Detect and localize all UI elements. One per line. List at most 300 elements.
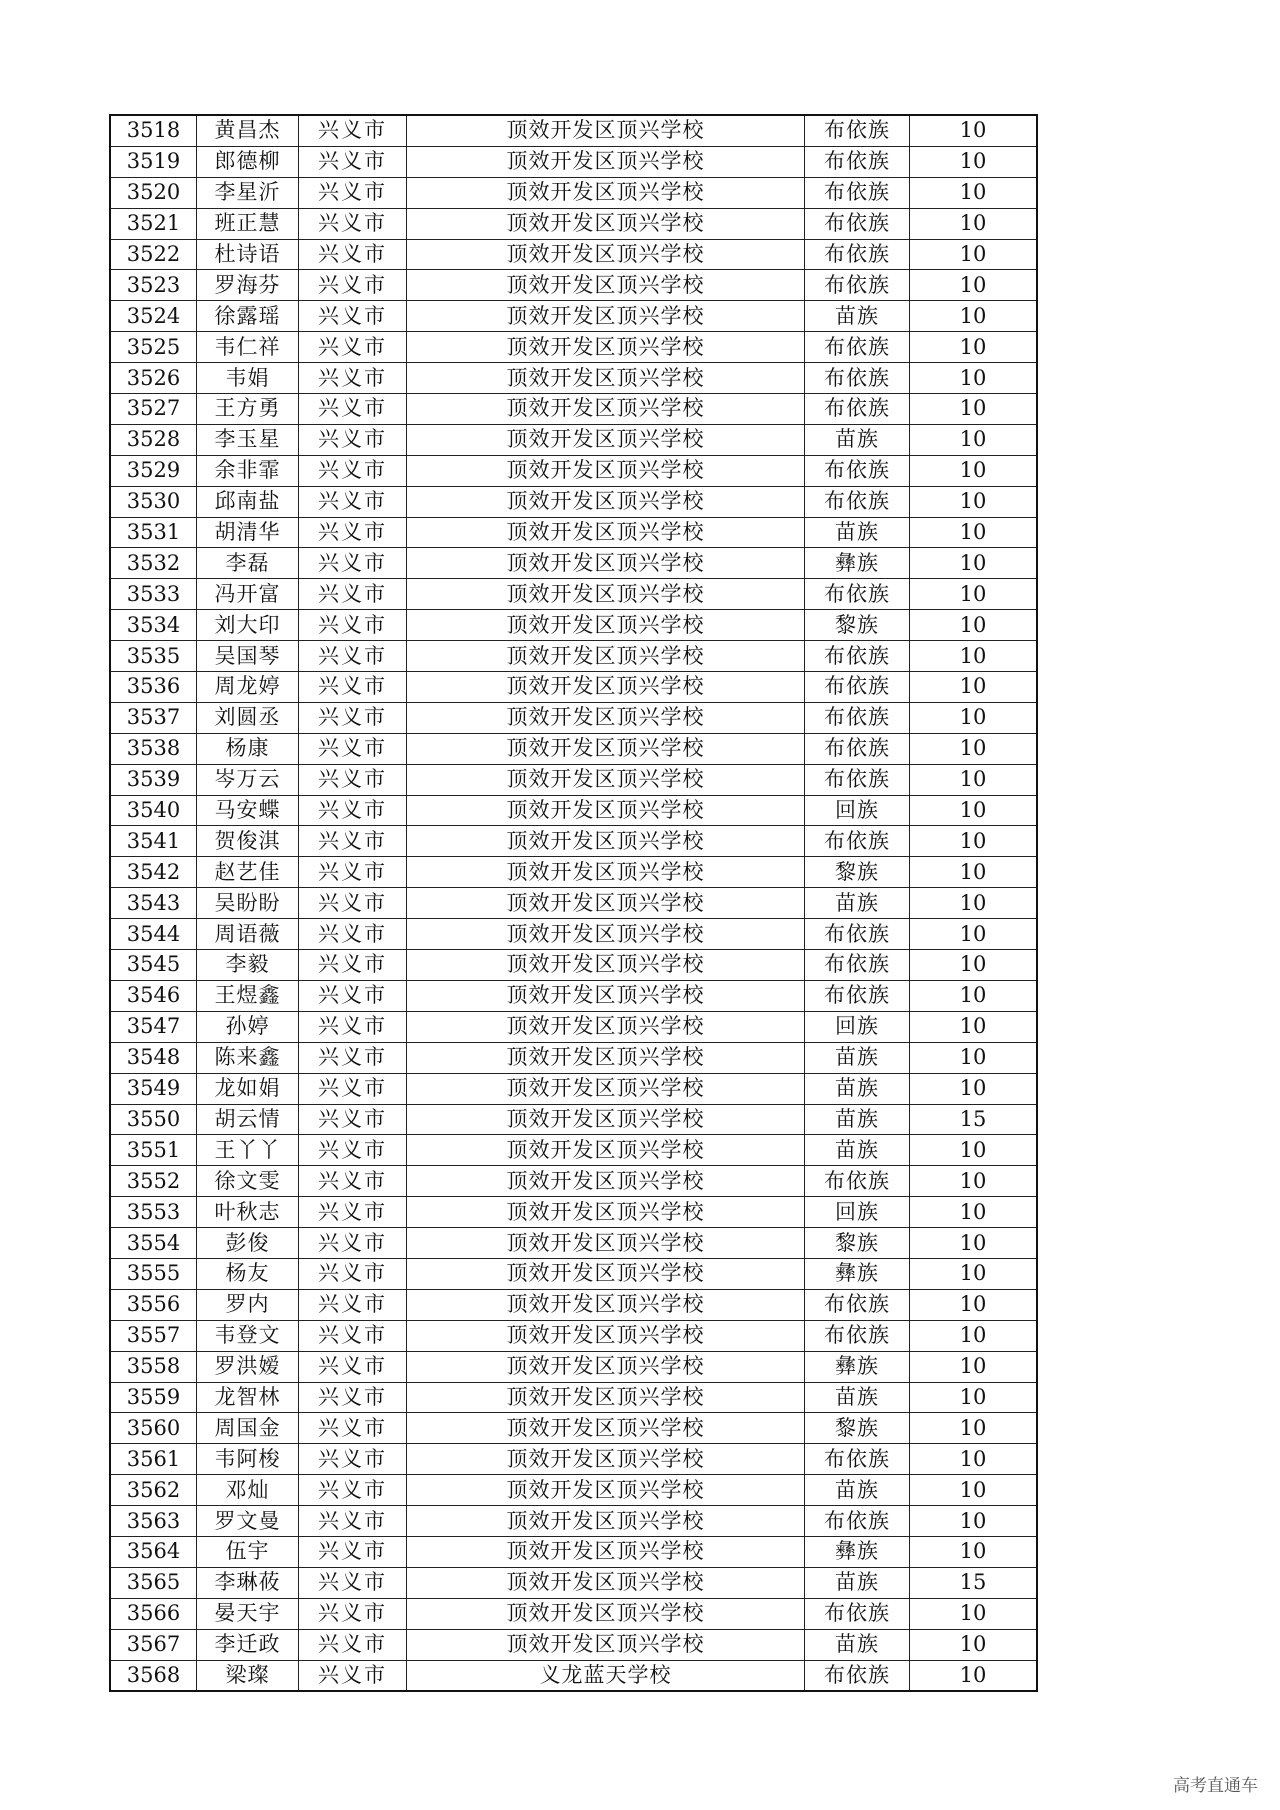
- cell-score: 10: [910, 1598, 1038, 1629]
- cell-score: 10: [910, 1073, 1038, 1104]
- table-row: [110, 301, 1037, 332]
- cell-score: 10: [910, 270, 1038, 301]
- table-row: [110, 826, 1037, 857]
- cell-number: 3549: [110, 1073, 197, 1104]
- cell-ethnicity: 苗族: [805, 1073, 910, 1104]
- cell-school: 顶效开发区顶兴学校: [407, 1042, 805, 1073]
- cell-ethnicity: 彝族: [805, 548, 910, 579]
- cell-name: 罗洪嫒: [197, 1351, 299, 1382]
- cell-number: 3536: [110, 672, 197, 703]
- cell-number: 3562: [110, 1475, 197, 1506]
- cell-school: 顶效开发区顶兴学校: [407, 486, 805, 517]
- cell-city: 兴义市: [299, 270, 407, 301]
- cell-school: 顶效开发区顶兴学校: [407, 1598, 805, 1629]
- cell-school: 顶效开发区顶兴学校: [407, 363, 805, 394]
- cell-score: 10: [910, 517, 1038, 548]
- cell-score: 10: [910, 301, 1038, 332]
- cell-ethnicity: 苗族: [805, 1629, 910, 1660]
- cell-ethnicity: 布依族: [805, 826, 910, 857]
- cell-school: 顶效开发区顶兴学校: [407, 1506, 805, 1537]
- cell-school: 顶效开发区顶兴学校: [407, 1629, 805, 1660]
- cell-city: 兴义市: [299, 146, 407, 177]
- cell-name: 邓灿: [197, 1475, 299, 1506]
- cell-city: 兴义市: [299, 239, 407, 270]
- cell-name: 徐露瑶: [197, 301, 299, 332]
- cell-school: 顶效开发区顶兴学校: [407, 177, 805, 208]
- cell-name: 周语薇: [197, 919, 299, 950]
- cell-name: 李毅: [197, 950, 299, 981]
- cell-score: 10: [910, 1258, 1038, 1289]
- cell-score: 10: [910, 1351, 1038, 1382]
- table-row: [110, 610, 1037, 641]
- cell-name: 徐文雯: [197, 1166, 299, 1197]
- table-row: [110, 1042, 1037, 1073]
- cell-number: 3561: [110, 1444, 197, 1475]
- cell-school: 顶效开发区顶兴学校: [407, 1413, 805, 1444]
- cell-ethnicity: 彝族: [805, 1351, 910, 1382]
- cell-city: 兴义市: [299, 1289, 407, 1320]
- cell-school: 顶效开发区顶兴学校: [407, 394, 805, 425]
- cell-city: 兴义市: [299, 733, 407, 764]
- cell-ethnicity: 布依族: [805, 115, 910, 146]
- cell-name: 冯开富: [197, 579, 299, 610]
- cell-city: 兴义市: [299, 1228, 407, 1259]
- table-row: [110, 1382, 1037, 1413]
- table-row: [110, 270, 1037, 301]
- cell-score: 10: [910, 702, 1038, 733]
- cell-score: 15: [910, 1567, 1038, 1598]
- cell-score: 10: [910, 1197, 1038, 1228]
- cell-school: 顶效开发区顶兴学校: [407, 146, 805, 177]
- cell-ethnicity: 布依族: [805, 1598, 910, 1629]
- cell-number: 3530: [110, 486, 197, 517]
- cell-score: 10: [910, 1536, 1038, 1567]
- cell-name: 王煜鑫: [197, 980, 299, 1011]
- cell-school: 顶效开发区顶兴学校: [407, 332, 805, 363]
- cell-school: 顶效开发区顶兴学校: [407, 888, 805, 919]
- cell-city: 兴义市: [299, 363, 407, 394]
- cell-number: 3552: [110, 1166, 197, 1197]
- cell-city: 兴义市: [299, 1567, 407, 1598]
- cell-city: 兴义市: [299, 301, 407, 332]
- cell-number: 3557: [110, 1320, 197, 1351]
- cell-ethnicity: 布依族: [805, 641, 910, 672]
- cell-number: 3520: [110, 177, 197, 208]
- cell-name: 胡清华: [197, 517, 299, 548]
- cell-score: 10: [910, 919, 1038, 950]
- cell-school: 顶效开发区顶兴学校: [407, 1166, 805, 1197]
- cell-school: 顶效开发区顶兴学校: [407, 548, 805, 579]
- cell-number: 3518: [110, 115, 197, 146]
- cell-score: 10: [910, 486, 1038, 517]
- cell-school: 顶效开发区顶兴学校: [407, 270, 805, 301]
- cell-city: 兴义市: [299, 1042, 407, 1073]
- table-row: [110, 363, 1037, 394]
- cell-ethnicity: 布依族: [805, 733, 910, 764]
- cell-score: 10: [910, 857, 1038, 888]
- cell-number: 3567: [110, 1629, 197, 1660]
- cell-school: 顶效开发区顶兴学校: [407, 208, 805, 239]
- cell-school: 顶效开发区顶兴学校: [407, 702, 805, 733]
- cell-school: 顶效开发区顶兴学校: [407, 857, 805, 888]
- cell-number: 3544: [110, 919, 197, 950]
- cell-city: 兴义市: [299, 857, 407, 888]
- table-row: [110, 146, 1037, 177]
- cell-name: 韦登文: [197, 1320, 299, 1351]
- cell-number: 3542: [110, 857, 197, 888]
- table-row: [110, 115, 1037, 146]
- table-row: [110, 919, 1037, 950]
- cell-name: 李玉星: [197, 424, 299, 455]
- cell-school: 顶效开发区顶兴学校: [407, 1073, 805, 1104]
- cell-number: 3566: [110, 1598, 197, 1629]
- cell-name: 孙婷: [197, 1011, 299, 1042]
- table-row: [110, 1413, 1037, 1444]
- cell-ethnicity: 布依族: [805, 394, 910, 425]
- cell-score: 10: [910, 1629, 1038, 1660]
- cell-ethnicity: 布依族: [805, 332, 910, 363]
- cell-city: 兴义市: [299, 1197, 407, 1228]
- cell-city: 兴义市: [299, 950, 407, 981]
- cell-school: 顶效开发区顶兴学校: [407, 455, 805, 486]
- cell-number: 3541: [110, 826, 197, 857]
- cell-school: 顶效开发区顶兴学校: [407, 1258, 805, 1289]
- cell-name: 龙如娟: [197, 1073, 299, 1104]
- cell-ethnicity: 布依族: [805, 486, 910, 517]
- cell-city: 兴义市: [299, 795, 407, 826]
- cell-school: 顶效开发区顶兴学校: [407, 1320, 805, 1351]
- table-row: [110, 1011, 1037, 1042]
- cell-school: 顶效开发区顶兴学校: [407, 115, 805, 146]
- cell-number: 3529: [110, 455, 197, 486]
- cell-ethnicity: 布依族: [805, 363, 910, 394]
- cell-number: 3538: [110, 733, 197, 764]
- cell-score: 10: [910, 1413, 1038, 1444]
- table-row: [110, 1351, 1037, 1382]
- cell-city: 兴义市: [299, 672, 407, 703]
- cell-school: 顶效开发区顶兴学校: [407, 610, 805, 641]
- cell-city: 兴义市: [299, 1351, 407, 1382]
- cell-ethnicity: 布依族: [805, 702, 910, 733]
- cell-name: 贺俊淇: [197, 826, 299, 857]
- cell-number: 3528: [110, 424, 197, 455]
- cell-city: 兴义市: [299, 980, 407, 1011]
- table-row: [110, 1660, 1037, 1691]
- cell-number: 3540: [110, 795, 197, 826]
- table-row: [110, 980, 1037, 1011]
- cell-school: 顶效开发区顶兴学校: [407, 826, 805, 857]
- table-row: [110, 1258, 1037, 1289]
- cell-city: 兴义市: [299, 1011, 407, 1042]
- cell-school: 顶效开发区顶兴学校: [407, 1444, 805, 1475]
- cell-name: 吴盼盼: [197, 888, 299, 919]
- cell-ethnicity: 苗族: [805, 1135, 910, 1166]
- cell-name: 周龙婷: [197, 672, 299, 703]
- cell-ethnicity: 布依族: [805, 579, 910, 610]
- cell-name: 杨康: [197, 733, 299, 764]
- table-row: [110, 950, 1037, 981]
- cell-score: 10: [910, 363, 1038, 394]
- cell-number: 3539: [110, 764, 197, 795]
- cell-number: 3554: [110, 1228, 197, 1259]
- cell-school: 顶效开发区顶兴学校: [407, 733, 805, 764]
- cell-ethnicity: 回族: [805, 795, 910, 826]
- cell-number: 3527: [110, 394, 197, 425]
- cell-score: 10: [910, 764, 1038, 795]
- table-row: [110, 888, 1037, 919]
- cell-school: 顶效开发区顶兴学校: [407, 424, 805, 455]
- cell-number: 3556: [110, 1289, 197, 1320]
- cell-ethnicity: 苗族: [805, 888, 910, 919]
- cell-number: 3524: [110, 301, 197, 332]
- cell-school: 顶效开发区顶兴学校: [407, 641, 805, 672]
- cell-school: 顶效开发区顶兴学校: [407, 579, 805, 610]
- cell-number: 3534: [110, 610, 197, 641]
- cell-score: 10: [910, 1228, 1038, 1259]
- cell-name: 刘圆丞: [197, 702, 299, 733]
- cell-score: 10: [910, 795, 1038, 826]
- cell-number: 3533: [110, 579, 197, 610]
- cell-ethnicity: 苗族: [805, 424, 910, 455]
- cell-score: 10: [910, 1289, 1038, 1320]
- cell-name: 杨友: [197, 1258, 299, 1289]
- cell-school: 顶效开发区顶兴学校: [407, 1382, 805, 1413]
- cell-score: 10: [910, 1135, 1038, 1166]
- cell-ethnicity: 苗族: [805, 301, 910, 332]
- cell-name: 晏天宇: [197, 1598, 299, 1629]
- cell-ethnicity: 黎族: [805, 1228, 910, 1259]
- cell-score: 10: [910, 980, 1038, 1011]
- cell-ethnicity: 彝族: [805, 1536, 910, 1567]
- cell-score: 10: [910, 455, 1038, 486]
- watermark-text: 高考直通车: [1173, 1776, 1258, 1796]
- cell-name: 罗文曼: [197, 1506, 299, 1537]
- cell-name: 罗海芬: [197, 270, 299, 301]
- cell-city: 兴义市: [299, 1413, 407, 1444]
- cell-name: 李琳莜: [197, 1567, 299, 1598]
- table-row: [110, 1135, 1037, 1166]
- cell-ethnicity: 布依族: [805, 764, 910, 795]
- cell-ethnicity: 苗族: [805, 1042, 910, 1073]
- table-row: [110, 1629, 1037, 1660]
- cell-score: 10: [910, 579, 1038, 610]
- cell-school: 顶效开发区顶兴学校: [407, 950, 805, 981]
- cell-city: 兴义市: [299, 394, 407, 425]
- cell-number: 3565: [110, 1567, 197, 1598]
- table-row: [110, 1197, 1037, 1228]
- cell-city: 兴义市: [299, 1104, 407, 1135]
- cell-ethnicity: 布依族: [805, 919, 910, 950]
- cell-school: 顶效开发区顶兴学校: [407, 1289, 805, 1320]
- cell-number: 3568: [110, 1660, 197, 1691]
- cell-school: 义龙蓝天学校: [407, 1660, 805, 1691]
- table-row: [110, 1228, 1037, 1259]
- table-row: [110, 1320, 1037, 1351]
- table-row: [110, 1166, 1037, 1197]
- cell-ethnicity: 布依族: [805, 1444, 910, 1475]
- cell-school: 顶效开发区顶兴学校: [407, 1567, 805, 1598]
- cell-school: 顶效开发区顶兴学校: [407, 1536, 805, 1567]
- cell-city: 兴义市: [299, 1598, 407, 1629]
- cell-ethnicity: 布依族: [805, 672, 910, 703]
- cell-score: 10: [910, 548, 1038, 579]
- cell-city: 兴义市: [299, 548, 407, 579]
- roster-table-body: [110, 115, 1037, 1691]
- table-row: [110, 1567, 1037, 1598]
- cell-name: 陈来鑫: [197, 1042, 299, 1073]
- cell-name: 刘大印: [197, 610, 299, 641]
- table-row: [110, 239, 1037, 270]
- cell-city: 兴义市: [299, 1258, 407, 1289]
- cell-ethnicity: 回族: [805, 1197, 910, 1228]
- cell-name: 叶秋志: [197, 1197, 299, 1228]
- table-row: [110, 795, 1037, 826]
- table-row: [110, 486, 1037, 517]
- table-row: [110, 1104, 1037, 1135]
- cell-ethnicity: 布依族: [805, 1660, 910, 1691]
- cell-ethnicity: 布依族: [805, 177, 910, 208]
- cell-number: 3521: [110, 208, 197, 239]
- cell-number: 3548: [110, 1042, 197, 1073]
- cell-ethnicity: 布依族: [805, 146, 910, 177]
- cell-number: 3545: [110, 950, 197, 981]
- cell-ethnicity: 布依族: [805, 1166, 910, 1197]
- cell-name: 黄昌杰: [197, 115, 299, 146]
- cell-number: 3563: [110, 1506, 197, 1537]
- cell-score: 10: [910, 826, 1038, 857]
- cell-name: 余非霏: [197, 455, 299, 486]
- cell-name: 岑万云: [197, 764, 299, 795]
- cell-number: 3543: [110, 888, 197, 919]
- cell-name: 韦娟: [197, 363, 299, 394]
- cell-score: 10: [910, 1444, 1038, 1475]
- table-row: [110, 177, 1037, 208]
- table-row: [110, 548, 1037, 579]
- cell-name: 韦仁祥: [197, 332, 299, 363]
- cell-school: 顶效开发区顶兴学校: [407, 919, 805, 950]
- table-row: [110, 1444, 1037, 1475]
- cell-school: 顶效开发区顶兴学校: [407, 517, 805, 548]
- table-row: [110, 1506, 1037, 1537]
- cell-score: 10: [910, 208, 1038, 239]
- cell-city: 兴义市: [299, 455, 407, 486]
- cell-number: 3532: [110, 548, 197, 579]
- cell-name: 杜诗语: [197, 239, 299, 270]
- cell-number: 3555: [110, 1258, 197, 1289]
- cell-score: 10: [910, 1660, 1038, 1691]
- cell-ethnicity: 布依族: [805, 950, 910, 981]
- table-row: [110, 332, 1037, 363]
- cell-city: 兴义市: [299, 486, 407, 517]
- table-row: [110, 672, 1037, 703]
- cell-city: 兴义市: [299, 115, 407, 146]
- cell-score: 10: [910, 239, 1038, 270]
- cell-score: 10: [910, 672, 1038, 703]
- cell-score: 10: [910, 1382, 1038, 1413]
- cell-score: 10: [910, 177, 1038, 208]
- cell-score: 10: [910, 115, 1038, 146]
- table-row: [110, 1073, 1037, 1104]
- cell-ethnicity: 苗族: [805, 1567, 910, 1598]
- cell-number: 3519: [110, 146, 197, 177]
- cell-name: 龙智林: [197, 1382, 299, 1413]
- table-row: [110, 455, 1037, 486]
- table-row: [110, 857, 1037, 888]
- table-row: [110, 1536, 1037, 1567]
- cell-name: 吴国琴: [197, 641, 299, 672]
- cell-school: 顶效开发区顶兴学校: [407, 1475, 805, 1506]
- cell-school: 顶效开发区顶兴学校: [407, 795, 805, 826]
- cell-number: 3547: [110, 1011, 197, 1042]
- cell-city: 兴义市: [299, 1135, 407, 1166]
- cell-score: 10: [910, 733, 1038, 764]
- cell-city: 兴义市: [299, 1629, 407, 1660]
- cell-name: 彭俊: [197, 1228, 299, 1259]
- cell-city: 兴义市: [299, 919, 407, 950]
- cell-name: 邱南盐: [197, 486, 299, 517]
- cell-ethnicity: 黎族: [805, 610, 910, 641]
- cell-name: 王方勇: [197, 394, 299, 425]
- cell-number: 3537: [110, 702, 197, 733]
- cell-city: 兴义市: [299, 1475, 407, 1506]
- cell-city: 兴义市: [299, 517, 407, 548]
- cell-ethnicity: 布依族: [805, 1506, 910, 1537]
- table-row: [110, 517, 1037, 548]
- cell-name: 梁璨: [197, 1660, 299, 1691]
- cell-city: 兴义市: [299, 1660, 407, 1691]
- cell-city: 兴义市: [299, 826, 407, 857]
- cell-number: 3559: [110, 1382, 197, 1413]
- cell-ethnicity: 布依族: [805, 239, 910, 270]
- cell-ethnicity: 黎族: [805, 1413, 910, 1444]
- cell-ethnicity: 苗族: [805, 1382, 910, 1413]
- cell-score: 10: [910, 610, 1038, 641]
- roster-table: [109, 114, 1038, 1692]
- cell-score: 15: [910, 1104, 1038, 1135]
- cell-number: 3526: [110, 363, 197, 394]
- cell-name: 韦阿梭: [197, 1444, 299, 1475]
- cell-name: 周国金: [197, 1413, 299, 1444]
- cell-score: 10: [910, 424, 1038, 455]
- cell-name: 马安蝶: [197, 795, 299, 826]
- cell-score: 10: [910, 641, 1038, 672]
- cell-name: 罗内: [197, 1289, 299, 1320]
- table-row: [110, 394, 1037, 425]
- cell-name: 李迁政: [197, 1629, 299, 1660]
- cell-score: 10: [910, 1042, 1038, 1073]
- cell-score: 10: [910, 950, 1038, 981]
- cell-number: 3546: [110, 980, 197, 1011]
- cell-number: 3523: [110, 270, 197, 301]
- cell-number: 3535: [110, 641, 197, 672]
- cell-ethnicity: 苗族: [805, 1475, 910, 1506]
- table-row: [110, 1598, 1037, 1629]
- cell-city: 兴义市: [299, 1536, 407, 1567]
- cell-ethnicity: 回族: [805, 1011, 910, 1042]
- cell-city: 兴义市: [299, 888, 407, 919]
- cell-name: 郎德柳: [197, 146, 299, 177]
- cell-school: 顶效开发区顶兴学校: [407, 301, 805, 332]
- cell-ethnicity: 苗族: [805, 517, 910, 548]
- table-row: [110, 764, 1037, 795]
- cell-number: 3551: [110, 1135, 197, 1166]
- cell-city: 兴义市: [299, 424, 407, 455]
- cell-ethnicity: 布依族: [805, 1289, 910, 1320]
- cell-score: 10: [910, 1011, 1038, 1042]
- cell-city: 兴义市: [299, 1444, 407, 1475]
- cell-school: 顶效开发区顶兴学校: [407, 672, 805, 703]
- cell-number: 3560: [110, 1413, 197, 1444]
